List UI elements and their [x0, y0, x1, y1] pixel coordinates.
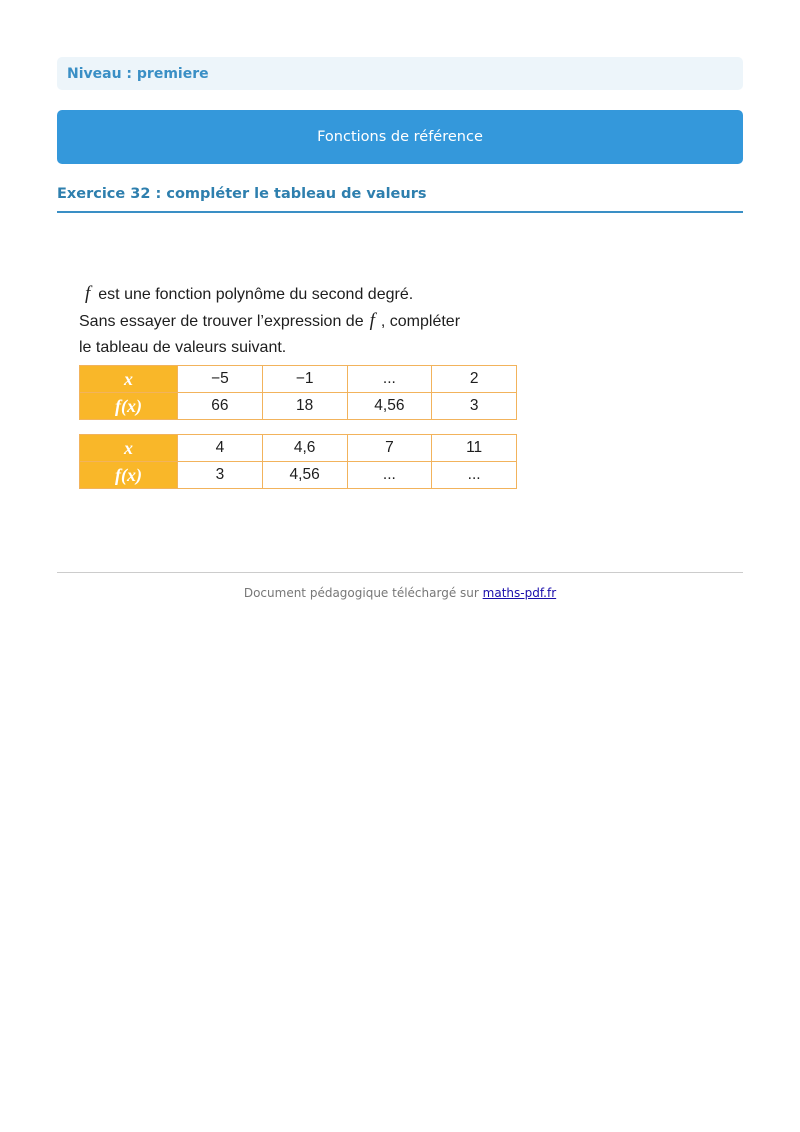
x-header: x	[80, 366, 178, 393]
table-cell: 7	[347, 435, 432, 462]
footer-text: Document pédagogique téléchargé sur	[243, 586, 479, 600]
table-cell: ...	[347, 462, 432, 489]
x-header: x	[80, 435, 178, 462]
table-cell: 4	[178, 435, 263, 462]
fx-header: f(x)	[80, 393, 178, 420]
table-cell: 3	[178, 462, 263, 489]
table-row-fx	[80, 462, 517, 489]
table-cell: 66	[178, 393, 263, 420]
exercise-statement	[79, 281, 519, 361]
statement-line-2-before: Sans essayer de trouver l’expression de	[79, 313, 364, 330]
table-cell: 4,56	[347, 393, 432, 420]
table-cell: −5	[178, 366, 263, 393]
page	[57, 57, 743, 489]
table-row-fx	[80, 393, 517, 420]
table-cell: ...	[347, 366, 432, 393]
function-symbol: f	[85, 283, 91, 304]
table-cell: 3	[432, 393, 517, 420]
values-table-1	[79, 365, 517, 420]
theme-banner	[57, 110, 743, 164]
table-row-x	[80, 366, 517, 393]
fx-header: f(x)	[80, 462, 178, 489]
statement-line-2-after: , compléter	[380, 313, 461, 330]
table-row-x	[80, 435, 517, 462]
table-cell: −1	[262, 366, 347, 393]
table-cell: 18	[262, 393, 347, 420]
statement-line-3: le tableau de valeurs suivant.	[79, 339, 287, 356]
level-text: Niveau : premiere	[67, 65, 209, 82]
level-banner	[57, 57, 743, 90]
exercise-body	[79, 281, 519, 489]
footer-link[interactable]: maths-pdf.fr	[482, 586, 557, 600]
table-cell: 4,56	[262, 462, 347, 489]
values-table-2	[79, 434, 517, 489]
table-cell: 4,6	[262, 435, 347, 462]
statement-line-1	[79, 281, 519, 308]
function-symbol: f	[369, 310, 375, 331]
exercise-title: Exercice 32 : compléter le tableau de valeurs	[57, 186, 743, 213]
table-cell: 2	[432, 366, 517, 393]
theme-title: Fonctions de référence	[317, 129, 483, 145]
table-cell: ...	[432, 462, 517, 489]
table-cell: 11	[432, 435, 517, 462]
statement-line-2	[79, 308, 519, 335]
statement-line-1-text: est une fonction polynôme du second degré.	[98, 286, 414, 303]
footer	[57, 572, 743, 600]
